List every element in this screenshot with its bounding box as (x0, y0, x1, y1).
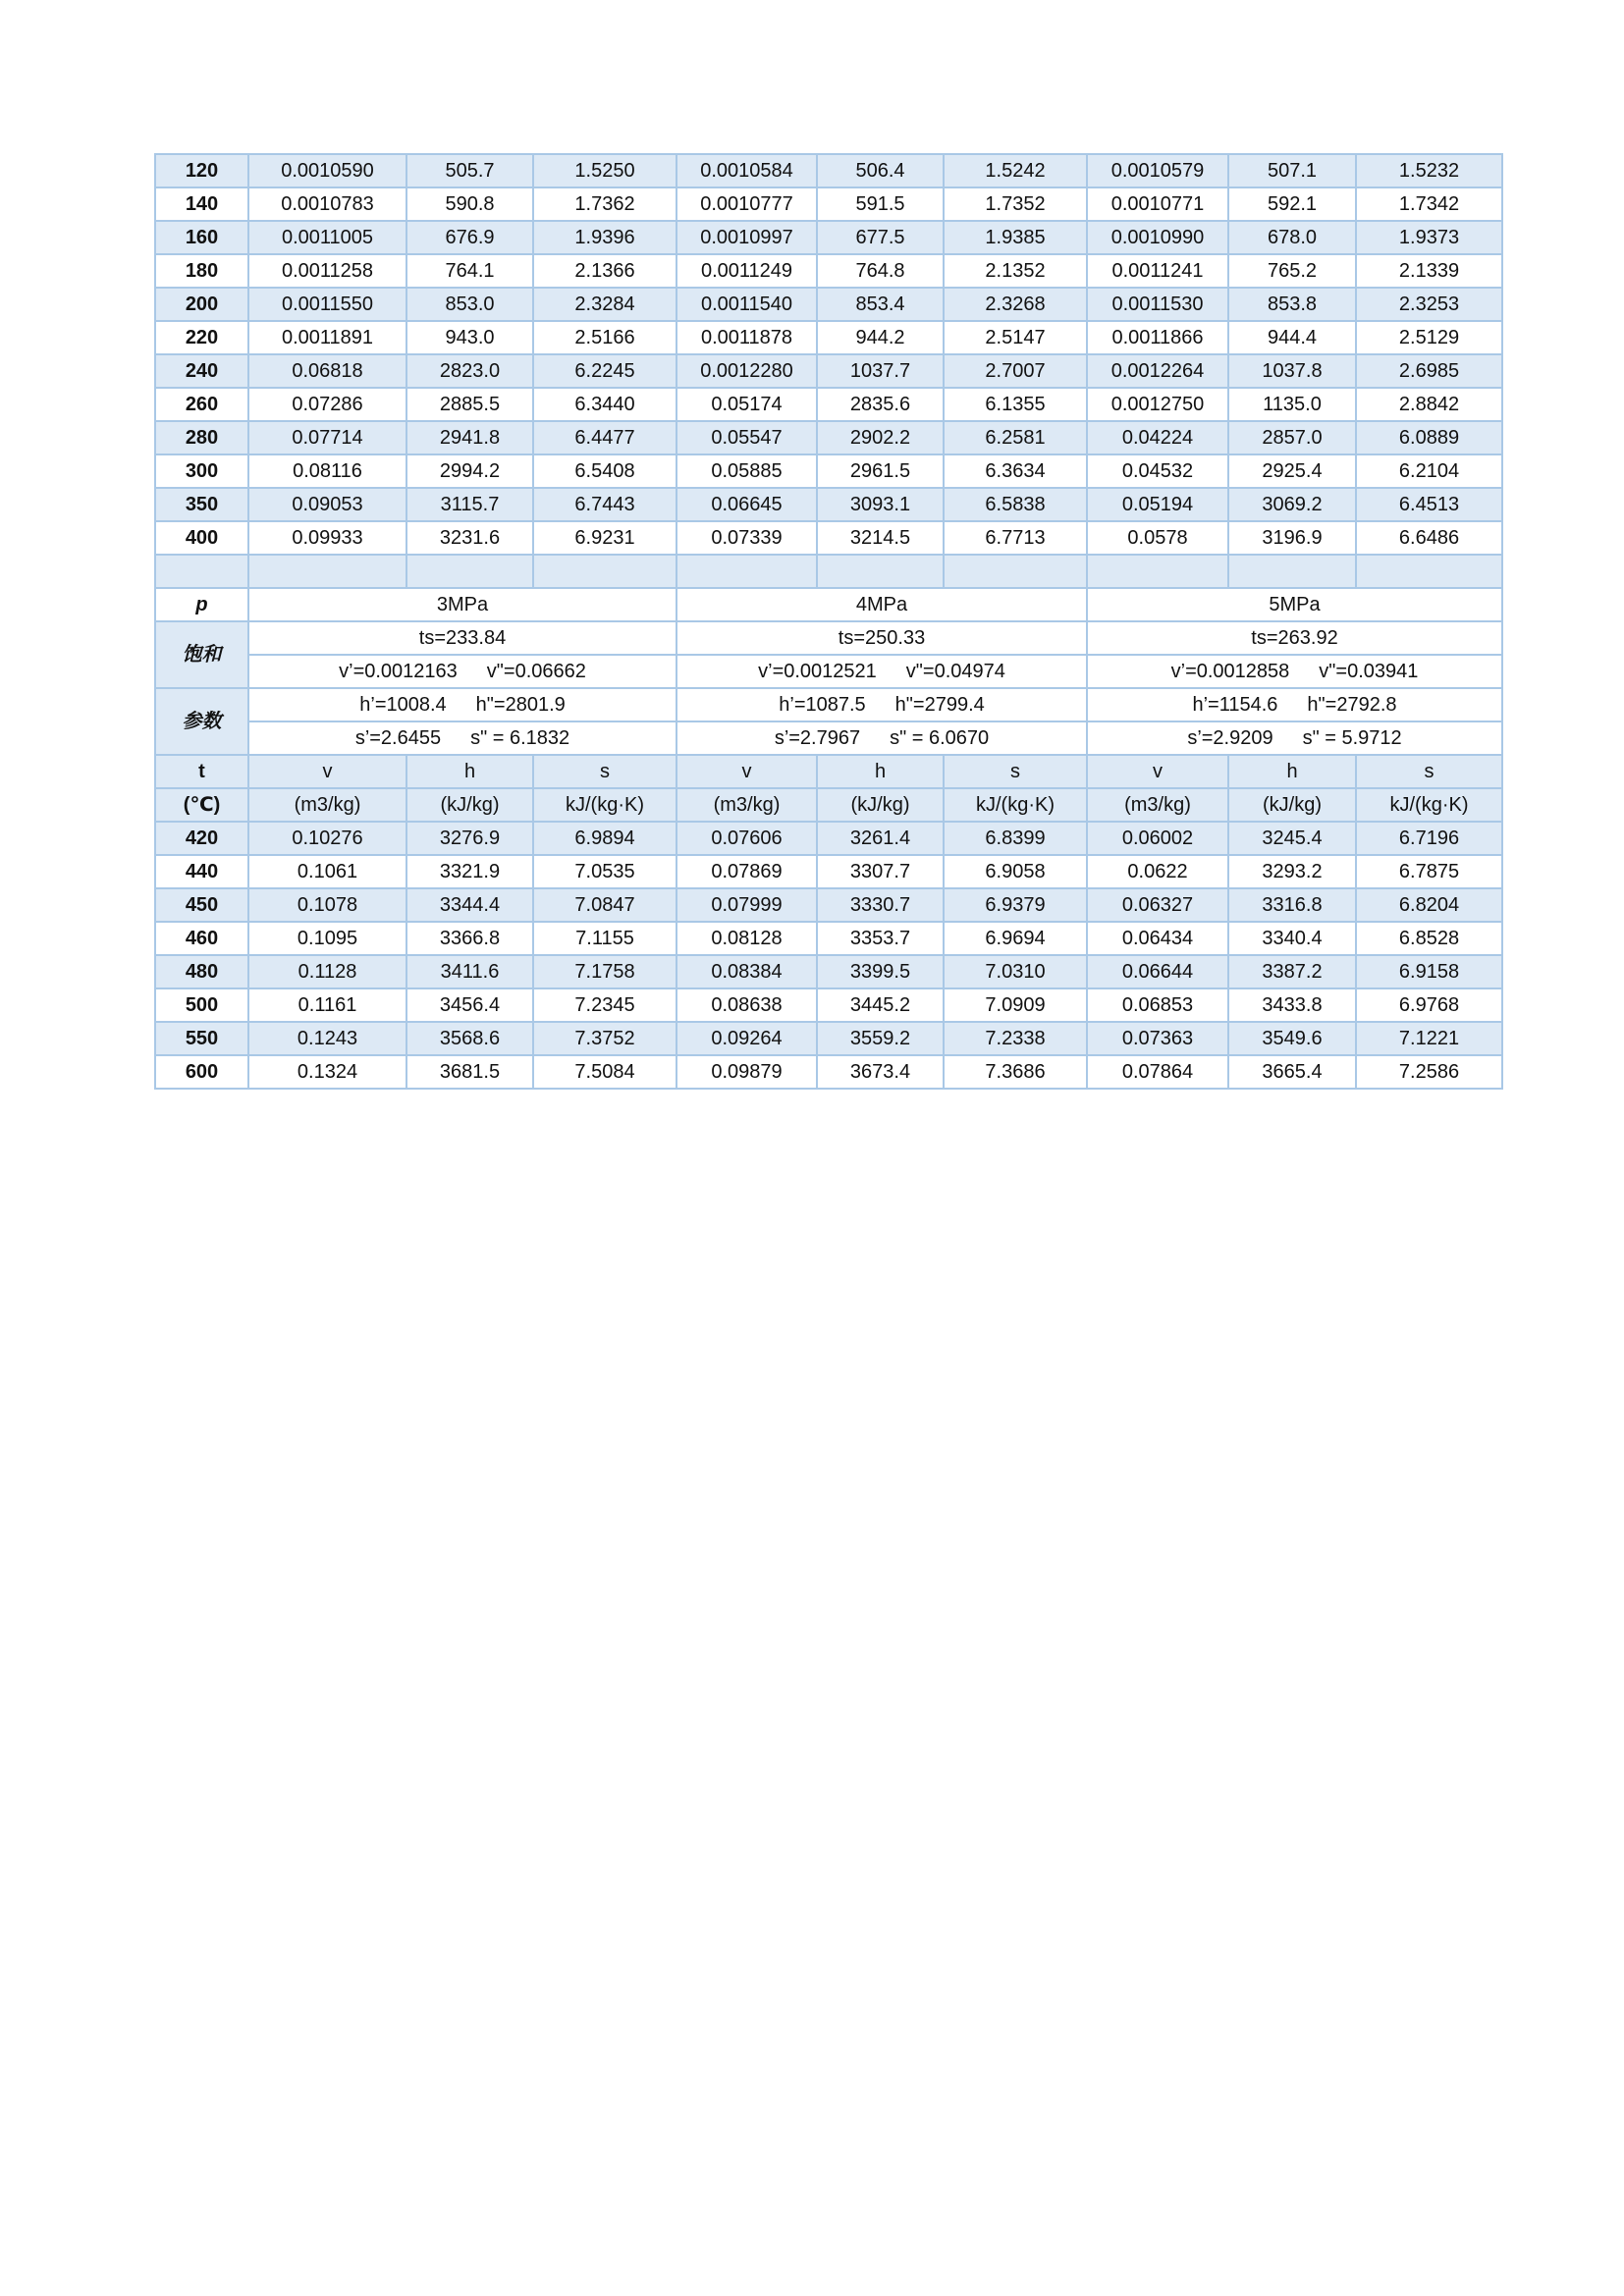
temperature-cell: 260 (155, 388, 248, 421)
value-cell: 7.0847 (533, 888, 677, 922)
unit-v: (m3/kg) (248, 788, 406, 822)
value-cell: 0.10276 (248, 822, 406, 855)
value-cell: 0.0010579 (1087, 154, 1228, 187)
table-row (155, 1022, 1502, 1055)
table-row (155, 1055, 1502, 1089)
s-vapor: s" = 5.9712 (1302, 727, 1402, 749)
col-v: v (248, 755, 406, 788)
value-cell: 0.07999 (677, 888, 817, 922)
v-vapor: v"=0.04974 (905, 661, 1005, 682)
value-cell: 0.08638 (677, 988, 817, 1022)
temperature-cell: 200 (155, 288, 248, 321)
value-cell: 3316.8 (1228, 888, 1356, 922)
value-cell: 6.0889 (1356, 421, 1502, 454)
value-cell: 853.8 (1228, 288, 1356, 321)
value-cell: 764.1 (406, 254, 533, 288)
pressure-row (155, 588, 1502, 621)
value-cell: 0.0010584 (677, 154, 817, 187)
value-cell: 507.1 (1228, 154, 1356, 187)
v-liquid: v’=0.0012163 (339, 661, 458, 682)
value-cell: 3681.5 (406, 1055, 533, 1089)
value-cell: 2.3253 (1356, 288, 1502, 321)
value-cell: 6.2104 (1356, 454, 1502, 488)
v-sat-3mpa (248, 655, 677, 688)
col-h: h (817, 755, 944, 788)
s-sat-4mpa (677, 721, 1087, 755)
value-cell: 0.07363 (1087, 1022, 1228, 1055)
h-vapor: h"=2799.4 (894, 694, 985, 716)
value-cell: 0.09264 (677, 1022, 817, 1055)
value-cell: 3293.2 (1228, 855, 1356, 888)
value-cell: 0.0010783 (248, 187, 406, 221)
value-cell: 0.1161 (248, 988, 406, 1022)
value-cell: 2.5166 (533, 321, 677, 354)
value-cell: 0.0622 (1087, 855, 1228, 888)
value-cell: 6.8528 (1356, 922, 1502, 955)
h-sat-5mpa (1087, 688, 1502, 721)
value-cell: 2823.0 (406, 354, 533, 388)
value-cell: 3321.9 (406, 855, 533, 888)
temperature-cell: 160 (155, 221, 248, 254)
value-cell: 6.9768 (1356, 988, 1502, 1022)
value-cell: 0.07714 (248, 421, 406, 454)
saturation-ts-row (155, 621, 1502, 655)
value-cell: 0.0011249 (677, 254, 817, 288)
table-row (155, 388, 1502, 421)
value-cell: 7.2586 (1356, 1055, 1502, 1089)
value-cell: 0.09053 (248, 488, 406, 521)
value-cell: 2.7007 (944, 354, 1087, 388)
value-cell: 0.09879 (677, 1055, 817, 1089)
saturation-h-row (155, 688, 1502, 721)
temperature-cell: 600 (155, 1055, 248, 1089)
value-cell: 0.0011866 (1087, 321, 1228, 354)
pressure-label: p (155, 588, 248, 621)
value-cell: 1.9373 (1356, 221, 1502, 254)
col-h: h (406, 755, 533, 788)
value-cell: 0.06818 (248, 354, 406, 388)
table-row (155, 288, 1502, 321)
value-cell: 3245.4 (1228, 822, 1356, 855)
temperature-cell: 350 (155, 488, 248, 521)
value-cell: 0.06002 (1087, 822, 1228, 855)
value-cell: 2857.0 (1228, 421, 1356, 454)
table-row (155, 221, 1502, 254)
value-cell: 853.4 (817, 288, 944, 321)
value-cell: 0.06434 (1087, 922, 1228, 955)
pressure-4mpa: 4MPa (677, 588, 1087, 621)
value-cell: 943.0 (406, 321, 533, 354)
unit-s: kJ/(kg·K) (533, 788, 677, 822)
blank-row (155, 555, 1502, 588)
value-cell: 7.0909 (944, 988, 1087, 1022)
value-cell: 590.8 (406, 187, 533, 221)
value-cell: 0.05885 (677, 454, 817, 488)
table-row (155, 955, 1502, 988)
value-cell: 0.06853 (1087, 988, 1228, 1022)
pressure-3mpa: 3MPa (248, 588, 677, 621)
value-cell: 0.1128 (248, 955, 406, 988)
value-cell: 6.7196 (1356, 822, 1502, 855)
unit-s: kJ/(kg·K) (1356, 788, 1502, 822)
value-cell: 3433.8 (1228, 988, 1356, 1022)
value-cell: 6.4513 (1356, 488, 1502, 521)
saturation-label: 饱和 (155, 621, 248, 688)
ts-5mpa: ts=263.92 (1087, 621, 1502, 655)
table-row (155, 154, 1502, 187)
table-row (155, 521, 1502, 555)
v-liquid: v’=0.0012858 (1170, 661, 1290, 682)
value-cell: 2.1339 (1356, 254, 1502, 288)
value-cell: 3069.2 (1228, 488, 1356, 521)
value-cell: 6.7443 (533, 488, 677, 521)
value-cell: 2.8842 (1356, 388, 1502, 421)
temperature-cell: 420 (155, 822, 248, 855)
value-cell: 0.07864 (1087, 1055, 1228, 1089)
superheated-rows-low (155, 154, 1502, 555)
value-cell: 3340.4 (1228, 922, 1356, 955)
value-cell: 1.7352 (944, 187, 1087, 221)
value-cell: 591.5 (817, 187, 944, 221)
value-cell: 6.9058 (944, 855, 1087, 888)
h-vapor: h"=2792.8 (1307, 694, 1397, 716)
temperature-cell: 180 (155, 254, 248, 288)
table-row (155, 822, 1502, 855)
temperature-cell: 280 (155, 421, 248, 454)
col-s: s (1356, 755, 1502, 788)
value-cell: 0.1061 (248, 855, 406, 888)
v-liquid: v’=0.0012521 (758, 661, 877, 682)
value-cell: 0.08116 (248, 454, 406, 488)
value-cell: 7.1758 (533, 955, 677, 988)
value-cell: 0.0010997 (677, 221, 817, 254)
value-cell: 7.1221 (1356, 1022, 1502, 1055)
value-cell: 6.5408 (533, 454, 677, 488)
temperature-cell: 450 (155, 888, 248, 922)
value-cell: 2.1366 (533, 254, 677, 288)
value-cell: 3115.7 (406, 488, 533, 521)
temperature-cell: 480 (155, 955, 248, 988)
unit-h: (kJ/kg) (817, 788, 944, 822)
v-vapor: v"=0.06662 (486, 661, 586, 682)
temperature-cell: 240 (155, 354, 248, 388)
value-cell: 0.0010771 (1087, 187, 1228, 221)
value-cell: 0.0011540 (677, 288, 817, 321)
value-cell: 3665.4 (1228, 1055, 1356, 1089)
value-cell: 592.1 (1228, 187, 1356, 221)
table-row (155, 321, 1502, 354)
parameter-label: 参数 (155, 688, 248, 755)
temperature-cell: 400 (155, 521, 248, 555)
temperature-cell: 550 (155, 1022, 248, 1055)
value-cell: 2994.2 (406, 454, 533, 488)
value-cell: 765.2 (1228, 254, 1356, 288)
value-cell: 6.1355 (944, 388, 1087, 421)
value-cell: 2.6985 (1356, 354, 1502, 388)
value-cell: 6.6486 (1356, 521, 1502, 555)
unit-v: (m3/kg) (677, 788, 817, 822)
value-cell: 2.1352 (944, 254, 1087, 288)
value-cell: 3673.4 (817, 1055, 944, 1089)
table-row (155, 254, 1502, 288)
value-cell: 7.0535 (533, 855, 677, 888)
value-cell: 3399.5 (817, 955, 944, 988)
value-cell: 0.07286 (248, 388, 406, 421)
value-cell: 3093.1 (817, 488, 944, 521)
value-cell: 0.06645 (677, 488, 817, 521)
value-cell: 6.5838 (944, 488, 1087, 521)
value-cell: 1.7362 (533, 187, 677, 221)
value-cell: 1.5250 (533, 154, 677, 187)
value-cell: 505.7 (406, 154, 533, 187)
table-row (155, 421, 1502, 454)
pressure-header (155, 555, 1502, 822)
v-sat-4mpa (677, 655, 1087, 688)
h-vapor: h"=2801.9 (475, 694, 566, 716)
value-cell: 0.09933 (248, 521, 406, 555)
temperature-cell: 140 (155, 187, 248, 221)
value-cell: 7.1155 (533, 922, 677, 955)
value-cell: 3456.4 (406, 988, 533, 1022)
value-cell: 0.08128 (677, 922, 817, 955)
value-cell: 3261.4 (817, 822, 944, 855)
value-cell: 0.05194 (1087, 488, 1228, 521)
value-cell: 2.5129 (1356, 321, 1502, 354)
temperature-cell: 120 (155, 154, 248, 187)
unit-h: (kJ/kg) (406, 788, 533, 822)
value-cell: 7.3752 (533, 1022, 677, 1055)
value-cell: 6.8399 (944, 822, 1087, 855)
value-cell: 7.0310 (944, 955, 1087, 988)
temperature-cell: 300 (155, 454, 248, 488)
value-cell: 3307.7 (817, 855, 944, 888)
col-h: h (1228, 755, 1356, 788)
value-cell: 3387.2 (1228, 955, 1356, 988)
h-liquid: h’=1087.5 (779, 694, 866, 716)
value-cell: 0.1243 (248, 1022, 406, 1055)
column-unit-row (155, 788, 1502, 822)
value-cell: 0.0011530 (1087, 288, 1228, 321)
value-cell: 3353.7 (817, 922, 944, 955)
value-cell: 7.5084 (533, 1055, 677, 1089)
table-row (155, 187, 1502, 221)
value-cell: 1.9385 (944, 221, 1087, 254)
value-cell: 3549.6 (1228, 1022, 1356, 1055)
value-cell: 0.06644 (1087, 955, 1228, 988)
value-cell: 6.3634 (944, 454, 1087, 488)
value-cell: 1.5242 (944, 154, 1087, 187)
value-cell: 0.0011891 (248, 321, 406, 354)
value-cell: 3559.2 (817, 1022, 944, 1055)
value-cell: 6.9231 (533, 521, 677, 555)
value-cell: 0.1324 (248, 1055, 406, 1089)
value-cell: 678.0 (1228, 221, 1356, 254)
col-s: s (944, 755, 1087, 788)
table-row (155, 922, 1502, 955)
value-cell: 6.4477 (533, 421, 677, 454)
pressure-5mpa: 5MPa (1087, 588, 1502, 621)
value-cell: 0.0010990 (1087, 221, 1228, 254)
unit-t: (℃) (155, 788, 248, 822)
value-cell: 0.04532 (1087, 454, 1228, 488)
value-cell: 3214.5 (817, 521, 944, 555)
value-cell: 3366.8 (406, 922, 533, 955)
value-cell: 0.05547 (677, 421, 817, 454)
value-cell: 3411.6 (406, 955, 533, 988)
value-cell: 7.2345 (533, 988, 677, 1022)
value-cell: 0.07339 (677, 521, 817, 555)
temperature-cell: 220 (155, 321, 248, 354)
col-v: v (1087, 755, 1228, 788)
value-cell: 0.0011258 (248, 254, 406, 288)
value-cell: 3344.4 (406, 888, 533, 922)
value-cell: 0.1078 (248, 888, 406, 922)
table-row (155, 454, 1502, 488)
value-cell: 3445.2 (817, 988, 944, 1022)
value-cell: 6.7713 (944, 521, 1087, 555)
value-cell: 6.3440 (533, 388, 677, 421)
value-cell: 506.4 (817, 154, 944, 187)
value-cell: 2925.4 (1228, 454, 1356, 488)
value-cell: 2885.5 (406, 388, 533, 421)
h-sat-4mpa (677, 688, 1087, 721)
unit-v: (m3/kg) (1087, 788, 1228, 822)
value-cell: 0.0011241 (1087, 254, 1228, 288)
h-liquid: h’=1154.6 (1192, 694, 1278, 716)
col-t: t (155, 755, 248, 788)
value-cell: 6.7875 (1356, 855, 1502, 888)
value-cell: 1.7342 (1356, 187, 1502, 221)
value-cell: 677.5 (817, 221, 944, 254)
value-cell: 944.2 (817, 321, 944, 354)
temperature-cell: 500 (155, 988, 248, 1022)
value-cell: 3568.6 (406, 1022, 533, 1055)
saturation-s-row (155, 721, 1502, 755)
value-cell: 2902.2 (817, 421, 944, 454)
saturation-v-row (155, 655, 1502, 688)
value-cell: 7.3686 (944, 1055, 1087, 1089)
value-cell: 2835.6 (817, 388, 944, 421)
h-liquid: h’=1008.4 (359, 694, 447, 716)
table-row (155, 488, 1502, 521)
s-sat-3mpa (248, 721, 677, 755)
unit-h: (kJ/kg) (1228, 788, 1356, 822)
ts-3mpa: ts=233.84 (248, 621, 677, 655)
value-cell: 1.5232 (1356, 154, 1502, 187)
table-row (155, 855, 1502, 888)
value-cell: 3231.6 (406, 521, 533, 555)
value-cell: 3196.9 (1228, 521, 1356, 555)
value-cell: 676.9 (406, 221, 533, 254)
value-cell: 0.08384 (677, 955, 817, 988)
value-cell: 6.9379 (944, 888, 1087, 922)
value-cell: 0.0578 (1087, 521, 1228, 555)
value-cell: 944.4 (1228, 321, 1356, 354)
table-row (155, 988, 1502, 1022)
value-cell: 6.9694 (944, 922, 1087, 955)
value-cell: 0.07869 (677, 855, 817, 888)
v-vapor: v"=0.03941 (1319, 661, 1419, 682)
value-cell: 0.0011005 (248, 221, 406, 254)
value-cell: 1.9396 (533, 221, 677, 254)
s-liquid: s’=2.9209 (1187, 727, 1273, 749)
value-cell: 3276.9 (406, 822, 533, 855)
col-v: v (677, 755, 817, 788)
h-sat-3mpa (248, 688, 677, 721)
value-cell: 7.2338 (944, 1022, 1087, 1055)
value-cell: 2.3284 (533, 288, 677, 321)
table-row (155, 354, 1502, 388)
value-cell: 2961.5 (817, 454, 944, 488)
ts-4mpa: ts=250.33 (677, 621, 1087, 655)
value-cell: 0.1095 (248, 922, 406, 955)
value-cell: 3330.7 (817, 888, 944, 922)
value-cell: 1135.0 (1228, 388, 1356, 421)
value-cell: 0.05174 (677, 388, 817, 421)
s-sat-5mpa (1087, 721, 1502, 755)
value-cell: 6.9894 (533, 822, 677, 855)
value-cell: 2.3268 (944, 288, 1087, 321)
value-cell: 0.0012264 (1087, 354, 1228, 388)
value-cell: 0.07606 (677, 822, 817, 855)
value-cell: 1037.8 (1228, 354, 1356, 388)
v-sat-5mpa (1087, 655, 1502, 688)
value-cell: 6.9158 (1356, 955, 1502, 988)
value-cell: 0.0010590 (248, 154, 406, 187)
table-row (155, 888, 1502, 922)
temperature-cell: 440 (155, 855, 248, 888)
value-cell: 6.8204 (1356, 888, 1502, 922)
s-vapor: s" = 6.0670 (890, 727, 990, 749)
value-cell: 0.06327 (1087, 888, 1228, 922)
value-cell: 0.0011550 (248, 288, 406, 321)
value-cell: 853.0 (406, 288, 533, 321)
value-cell: 6.2581 (944, 421, 1087, 454)
unit-s: kJ/(kg·K) (944, 788, 1087, 822)
value-cell: 2941.8 (406, 421, 533, 454)
value-cell: 0.0011878 (677, 321, 817, 354)
s-vapor: s" = 6.1832 (470, 727, 570, 749)
col-s: s (533, 755, 677, 788)
value-cell: 764.8 (817, 254, 944, 288)
value-cell: 0.0010777 (677, 187, 817, 221)
value-cell: 0.0012750 (1087, 388, 1228, 421)
steam-property-table (154, 153, 1503, 1090)
s-liquid: s’=2.7967 (774, 727, 861, 749)
column-name-row (155, 755, 1502, 788)
value-cell: 0.04224 (1087, 421, 1228, 454)
temperature-cell: 460 (155, 922, 248, 955)
value-cell: 2.5147 (944, 321, 1087, 354)
value-cell: 0.0012280 (677, 354, 817, 388)
s-liquid: s’=2.6455 (354, 727, 442, 749)
value-cell: 6.2245 (533, 354, 677, 388)
value-cell: 1037.7 (817, 354, 944, 388)
superheated-rows-high (155, 822, 1502, 1089)
